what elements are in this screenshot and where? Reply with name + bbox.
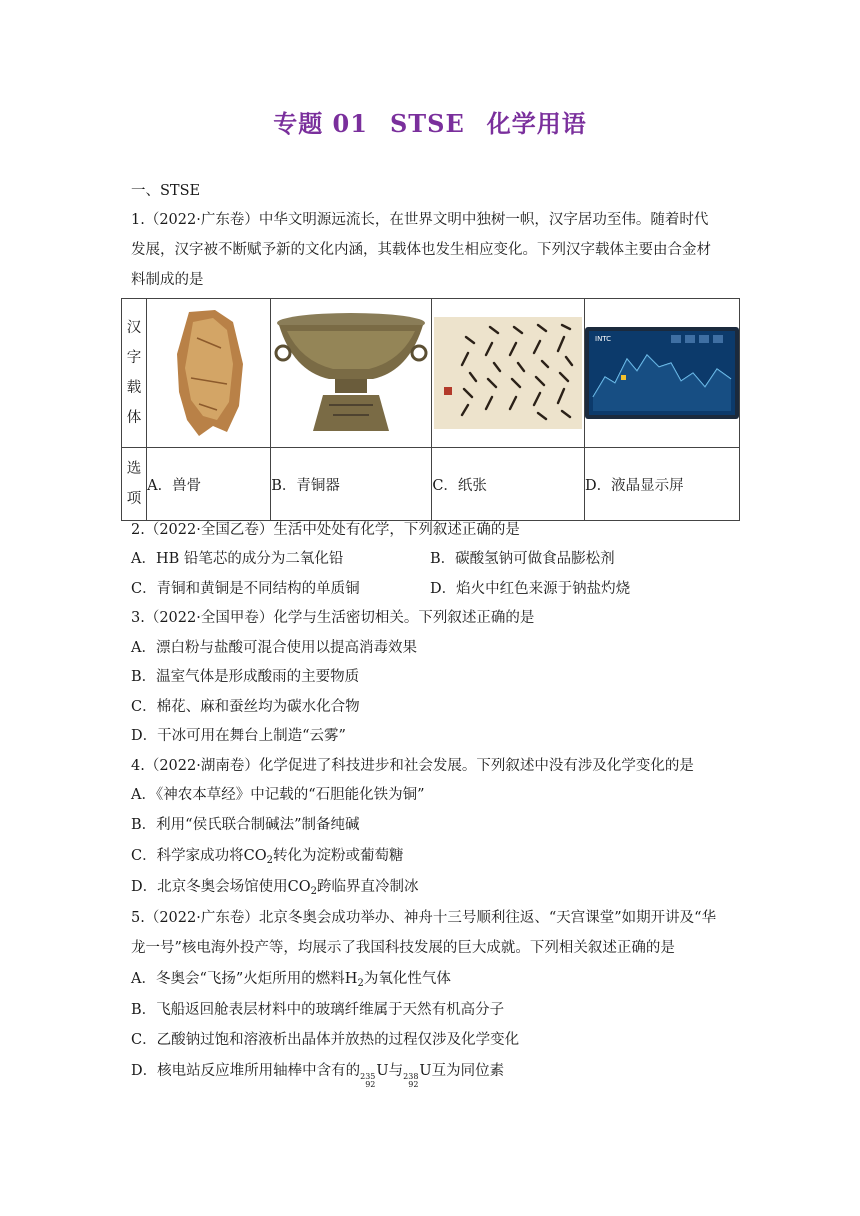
- q1-stem-line2: 发展，汉字被不断赋予新的文化内涵，其载体也发生相应变化。下列汉字载体主要由合金材: [131, 242, 711, 258]
- q3-option-b: B．温室气体是形成酸雨的主要物质: [131, 669, 360, 685]
- q1-stem-line1: 1.（2022·广东卷）中华文明源远流长，在世界文明中独树一帜，汉字居功至伟。随着时代: [131, 212, 709, 228]
- q5-option-d: D．核电站反应堆所用轴棒中含有的 235 92 U与 238 92 U互为同位素: [131, 1063, 505, 1089]
- q5-stem-line1: 5.（2022·广东卷）北京冬奥会成功举办、神舟十三号顺利往返、“天宫课堂”如期开讲及“华: [131, 910, 717, 926]
- q5-option-c: C．乙酸钠过饱和溶液析出晶体并放热的过程仅涉及化学变化: [131, 1032, 520, 1048]
- isotope-u238: 238 92: [403, 1072, 419, 1089]
- q1-option-a: A．兽骨: [147, 448, 271, 521]
- image-bone: [147, 299, 271, 448]
- q5-option-a: A．冬奥会“飞扬”火炬所用的燃料$H_2$为氧化性气体: [131, 971, 451, 989]
- row-header-carrier: 汉 字 载 体: [122, 299, 147, 448]
- q4-option-c: C．科学家成功将$CO_2$转化为淀粉或葡萄糖: [131, 848, 404, 866]
- isotope-u235: 235 92: [360, 1072, 376, 1089]
- q5-option-b: B．飞船返回舱表层材料中的玻璃纤维属于天然有机高分子: [131, 1002, 505, 1018]
- title-prefix: 专题 01: [273, 109, 368, 138]
- q4-option-a: A．《神农本草经》中记载的“石胆能化铁为铜”: [131, 787, 425, 803]
- q2-option-a: A．HB 铅笔芯的成分为二氧化铅: [131, 551, 344, 567]
- svg-text:INTC: INTC: [595, 335, 612, 343]
- q3-option-c: C．棉花、麻和蚕丝均为碳水化合物: [131, 699, 360, 715]
- image-lcd-screen: [585, 299, 740, 448]
- page-title: [0, 104, 860, 139]
- q4-stem: 4.（2022·湖南卷）化学促进了科技进步和社会发展。下列叙述中没有涉及化学变化的是: [131, 758, 694, 774]
- q2-option-c: C．青铜和黄铜是不同结构的单质铜: [131, 581, 360, 597]
- row-header-options: 选 项: [122, 448, 147, 521]
- title-mid: STSE: [389, 109, 465, 138]
- q2-option-d: D．焰火中红色来源于钠盐灼烧: [430, 581, 631, 597]
- co2-formula: $CO_2$: [243, 848, 273, 866]
- q3-option-a: A．漂白粉与盐酸可混合使用以提高消毒效果: [131, 640, 417, 656]
- q3-stem: 3.（2022·全国甲卷）化学与生活密切相关。下列叙述正确的是: [131, 610, 535, 626]
- image-bronze-vessel: [271, 299, 432, 448]
- q3-option-d: D．干冰可用在舞台上制造“云雾”: [131, 728, 346, 744]
- q2-option-b: B．碳酸氢钠可做食品膨松剂: [430, 551, 615, 567]
- title-suffix: 化学用语: [486, 109, 587, 138]
- q1-option-b: B．青铜器: [271, 448, 432, 521]
- q2-stem: 2.（2022·全国乙卷）生活中处处有化学，下列叙述正确的是: [131, 522, 520, 538]
- image-calligraphy-paper: [432, 299, 585, 448]
- q1-option-c: C．纸张: [432, 448, 585, 521]
- carrier-table: [121, 298, 740, 521]
- q4-option-b: B．利用“侯氏联合制碱法”制备纯碱: [131, 817, 360, 833]
- q5-stem-line2: 龙一号”核电海外投产等，均展示了我国科技发展的巨大成就。下列相关叙述正确的是: [131, 940, 675, 956]
- co2-formula-2: $CO_2$: [287, 879, 317, 897]
- section-heading: 一、STSE: [131, 183, 201, 199]
- q1-option-d: D．液晶显示屏: [585, 448, 740, 521]
- h2-formula: $H_2$: [344, 971, 364, 989]
- q4-option-d: D．北京冬奥会场馆使用$CO_2$跨临界直冷制冰: [131, 879, 419, 897]
- q1-stem-line3: 料制成的是: [131, 272, 204, 288]
